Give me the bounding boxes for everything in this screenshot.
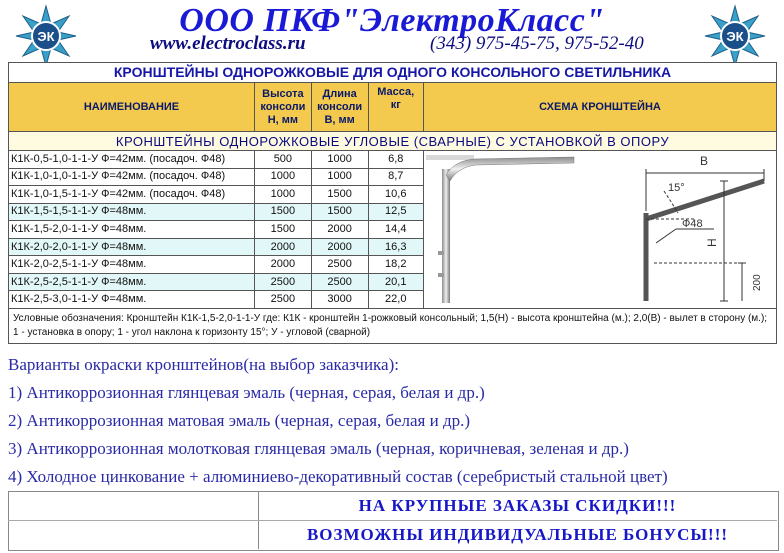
company-name: ООО ПКФ"ЭлектроКласс": [179, 2, 605, 39]
row-length: 2000: [311, 221, 368, 239]
row-name: К1К-1,5-1,5-1-1-У Ф=48мм.: [9, 203, 255, 221]
brackets-table: [8, 62, 777, 344]
option-item: 2) Антикоррозионная матовая эмаль (черная, серая, белая и др.): [8, 411, 471, 430]
row-height: 2000: [255, 238, 312, 256]
promo-row-divider: [8, 520, 777, 521]
label-b: В: [699, 154, 708, 168]
row-height: 1500: [255, 203, 312, 221]
options-heading: Варианты окраски кронштейнов(на выбор заказчика):: [8, 355, 399, 374]
table-subtitle: КРОНШТЕЙНЫ ОДНОРОЖКОВЫЕ УГЛОВЫЕ (СВАРНЫЕ) С УСТАНОВКОЙ В ОПОРУ: [9, 132, 777, 151]
col-mass-header: Масса, кг: [368, 83, 423, 132]
label-angle: 15°: [667, 182, 685, 194]
table-row: [9, 151, 777, 169]
row-height: 2500: [255, 291, 312, 309]
logo-text-left: ЭК: [37, 29, 55, 44]
row-mass: 18,2: [368, 256, 423, 274]
row-length: 3000: [311, 291, 368, 309]
row-name: К1К-2,5-3,0-1-1-У Ф=48мм.: [9, 291, 255, 309]
row-mass: 12,5: [368, 203, 423, 221]
row-length: 2000: [311, 238, 368, 256]
website-link[interactable]: www.electroclass.ru: [150, 33, 306, 54]
row-length: 1500: [311, 203, 368, 221]
bracket-drawing: [424, 151, 776, 303]
logo-text-right: ЭК: [726, 29, 744, 44]
label-h: Н: [704, 238, 719, 247]
bracket-scheme: [423, 151, 776, 309]
bracket-photo: [426, 155, 574, 303]
row-length: 1500: [311, 186, 368, 204]
row-length: 1000: [311, 168, 368, 186]
row-height: 1500: [255, 221, 312, 239]
label-diameter: Ф48: [681, 218, 703, 230]
option-item: 1) Антикоррозионная глянцевая эмаль (черная, серая, белая и др.): [8, 383, 485, 402]
label-200: 200: [751, 274, 763, 291]
col-length-header: Длина консоли В, мм: [311, 83, 368, 132]
bracket-technical-drawing: [646, 169, 764, 301]
option-item: 3) Антикоррозионная молотковая глянцевая эмаль (черная, коричневая, зеленая и др.): [8, 439, 629, 458]
col-name-header: НАИМЕНОВАНИЕ: [9, 83, 255, 132]
row-name: К1К-2,0-2,0-1-1-У Ф=48мм.: [9, 238, 255, 256]
row-mass: 8,7: [368, 168, 423, 186]
row-height: 500: [255, 151, 312, 169]
row-height: 1000: [255, 168, 312, 186]
row-mass: 22,0: [368, 291, 423, 309]
row-mass: 10,6: [368, 186, 423, 204]
col-scheme-header: СХЕМА КРОНШТЕЙНА: [423, 83, 776, 132]
row-name: К1К-1,5-2,0-1-1-У Ф=48мм.: [9, 221, 255, 239]
row-length: 2500: [311, 256, 368, 274]
row-name: К1К-1,0-1,0-1-1-У Ф=42мм. (посадоч. Ф48): [9, 168, 255, 186]
row-name: К1К-1,0-1,5-1-1-У Ф=42мм. (посадоч. Ф48): [9, 186, 255, 204]
row-length: 1000: [311, 151, 368, 169]
row-mass: 16,3: [368, 238, 423, 256]
col-height-header: Высота консоли Н, мм: [255, 83, 312, 132]
row-height: 1000: [255, 186, 312, 204]
row-name: К1К-2,5-2,5-1-1-У Ф=48мм.: [9, 273, 255, 291]
row-height: 2000: [255, 256, 312, 274]
row-mass: 20,1: [368, 273, 423, 291]
phone-numbers: (343) 975-45-75, 975-52-40: [430, 33, 644, 54]
option-item: 4) Холодное цинкование + алюминиево-декоративный состав (серебристый стальной цвет): [8, 467, 668, 486]
promo-bonuses: ВОЗМОЖНЫ ИНДИВИДУАЛЬНЫЕ БОНУСЫ!!!: [306, 525, 729, 544]
row-name: К1К-0,5-1,0-1-1-У Ф=42мм. (посадоч. Ф48): [9, 151, 255, 169]
promo-discounts: НА КРУПНЫЕ ЗАКАЗЫ СКИДКИ!!!: [358, 496, 677, 515]
row-length: 2500: [311, 273, 368, 291]
legend-note: Условные обозначения: Кронштейн К1К-1,5-2,0-1-1-У где: К1К - кронштейн 1-рожковый консольный; 1,5(Н) - высота кронштейна (м.); 2,0(В) - вылет в сторону (м.); 1 - установка в опору; 1 - угол наклона к горизонту 15°; У - угловой (сварной): [9, 309, 777, 344]
row-height: 2500: [255, 273, 312, 291]
table-title: КРОНШТЕЙНЫ ОДНОРОЖКОВЫЕ ДЛЯ ОДНОГО КОНСОЛЬНОГО СВЕТИЛЬНИКА: [9, 63, 777, 83]
row-mass: 14,4: [368, 221, 423, 239]
row-mass: 6,8: [368, 151, 423, 169]
row-name: К1К-2,0-2,5-1-1-У Ф=48мм.: [9, 256, 255, 274]
